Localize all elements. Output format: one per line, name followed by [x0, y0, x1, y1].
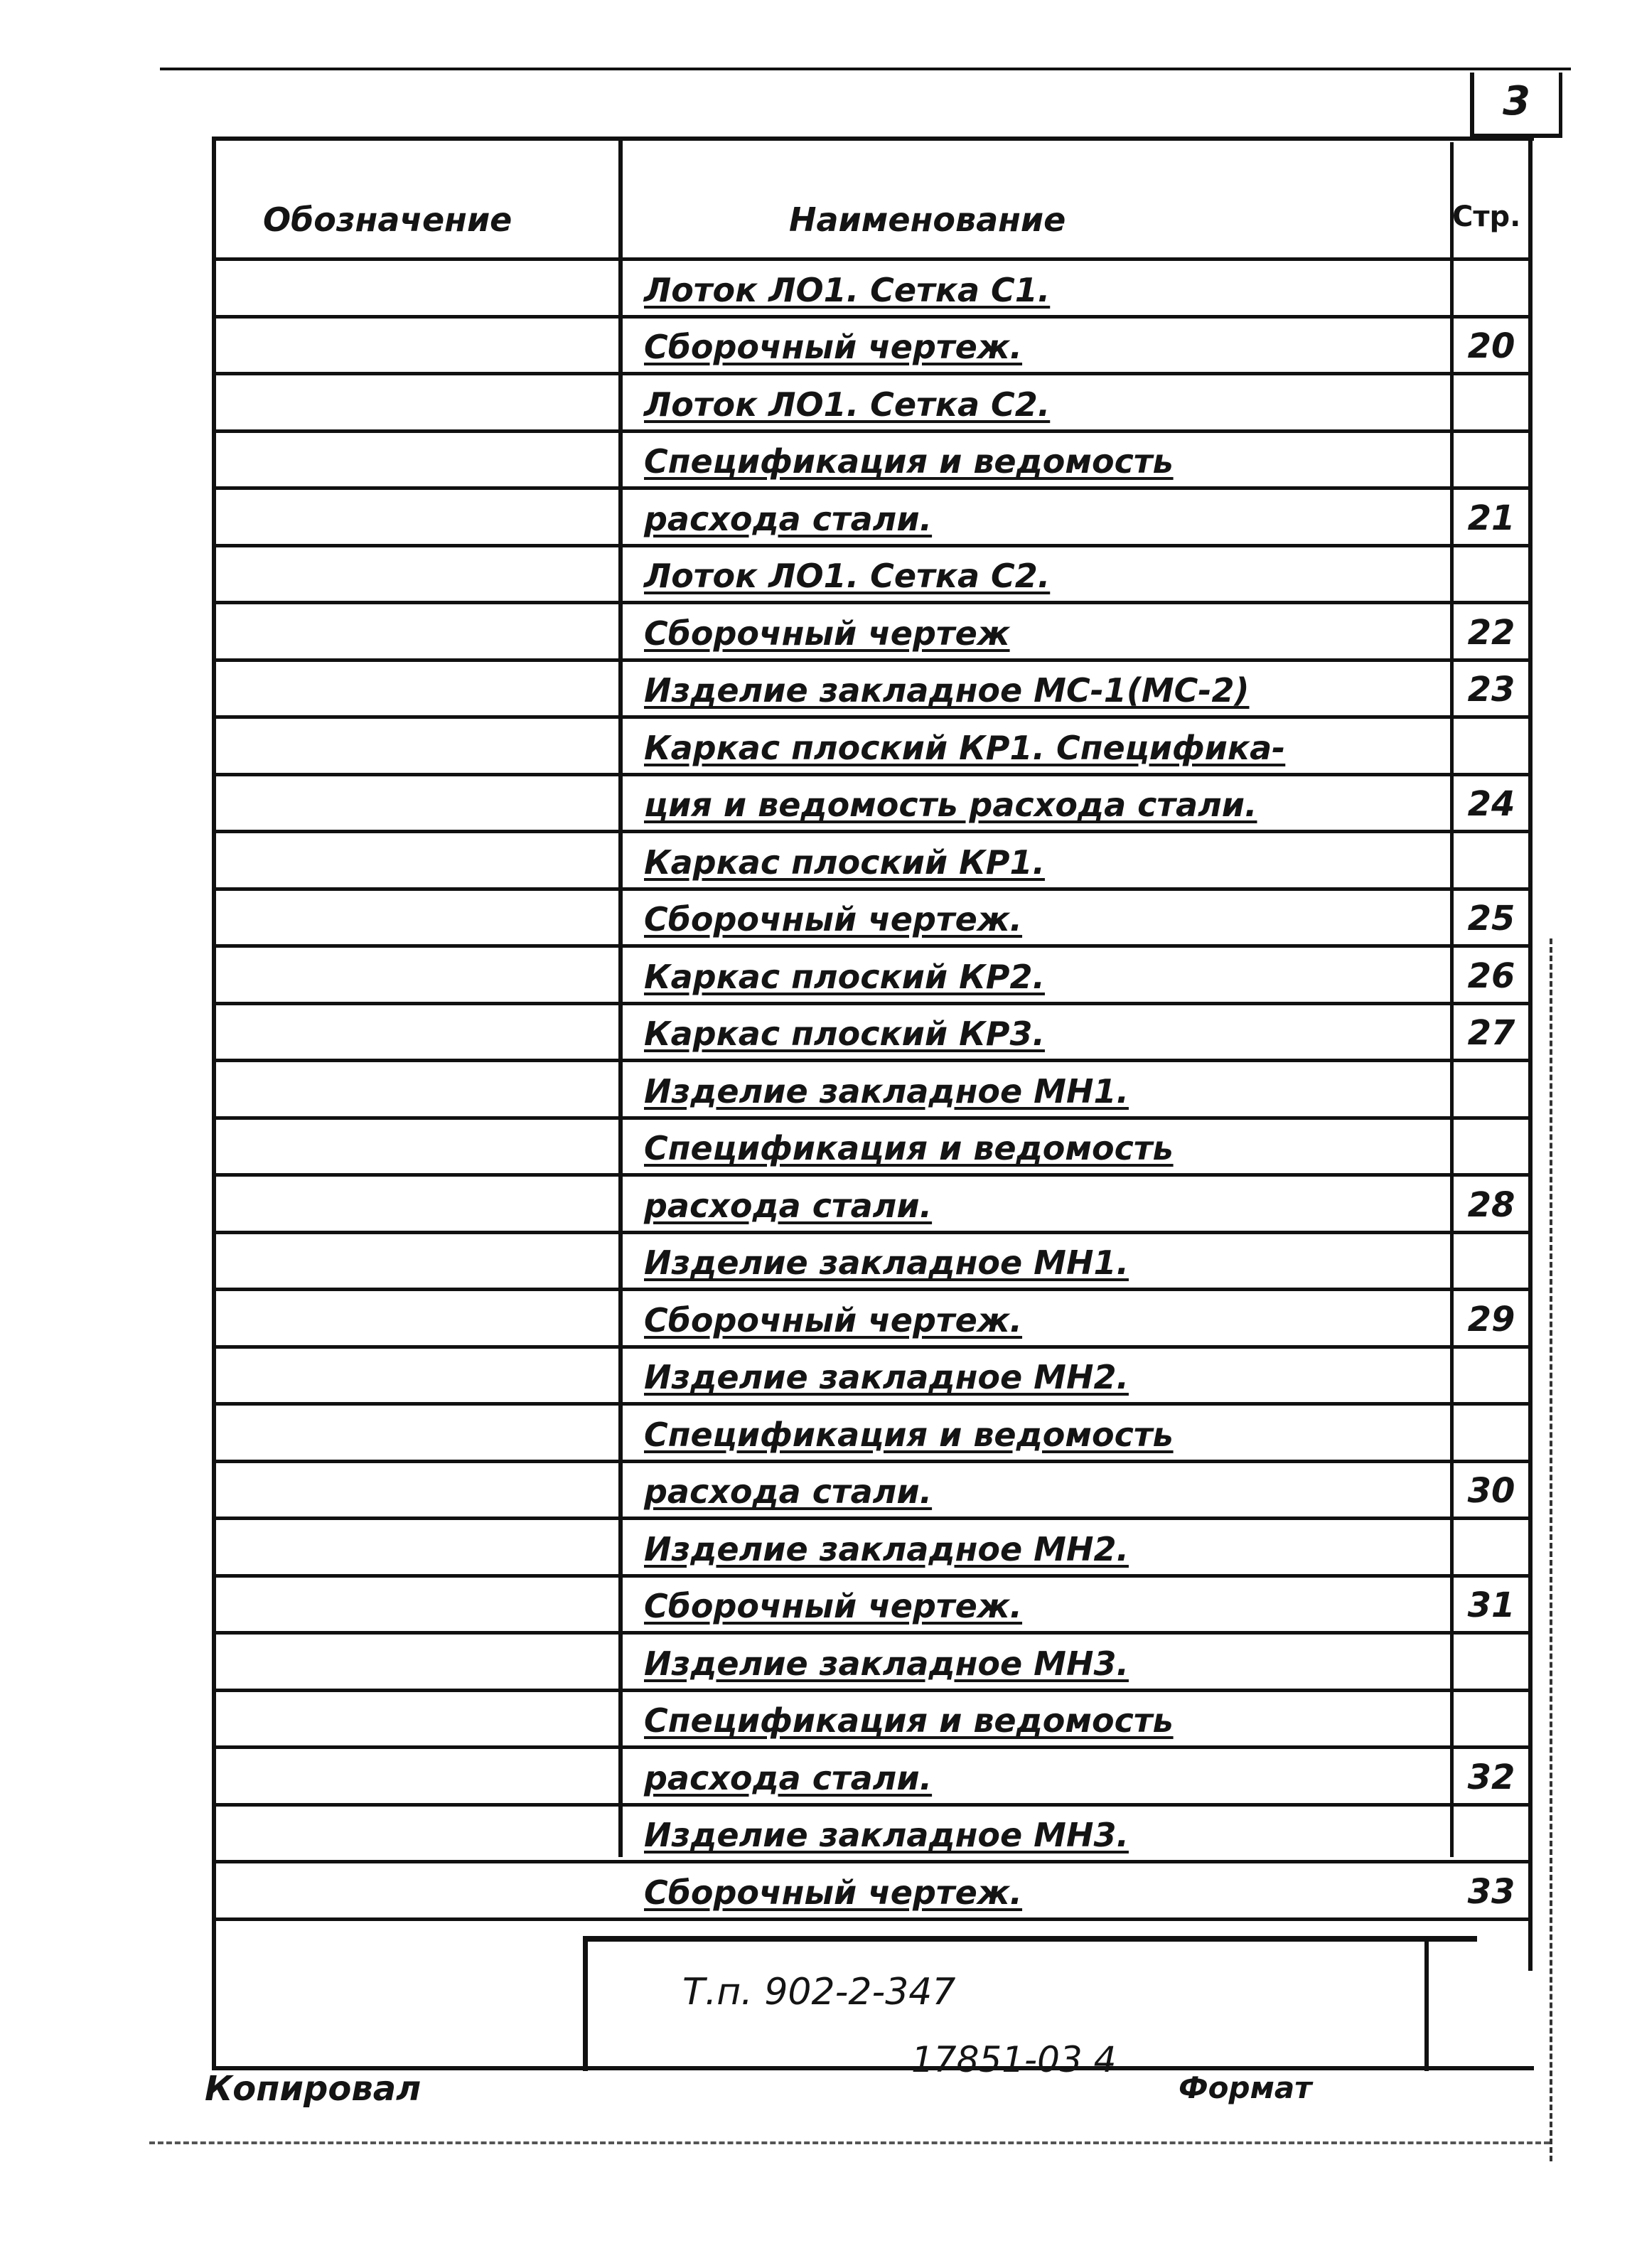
row-name: Лоток ЛО1. Сетка С1. [644, 270, 1051, 309]
page-number-box [1470, 73, 1562, 138]
row-name: Каркас плоский КР1. [644, 843, 1045, 882]
bottom-rule [149, 2141, 1550, 2144]
table-row [216, 490, 1533, 547]
row-page: 28 [1467, 1184, 1515, 1225]
table-row [216, 1234, 1533, 1292]
row-page: 33 [1467, 1871, 1515, 1912]
row-name: расхода стали. [644, 1758, 933, 1797]
table-row [216, 1120, 1533, 1177]
table-row [216, 1807, 1533, 1864]
table-row [216, 604, 1533, 662]
row-name: расхода стали. [644, 1186, 933, 1225]
table-row [216, 261, 1533, 319]
row-name: расхода стали. [644, 1472, 933, 1511]
table-row [216, 1062, 1533, 1120]
title-block-top [583, 1936, 1477, 1942]
table-row [216, 375, 1533, 433]
table-row [216, 948, 1533, 1005]
row-name: Сборочный чертеж. [644, 1587, 1023, 1625]
row-name: Каркас плоский КР2. [644, 957, 1045, 996]
row-name: Сборочный чертеж. [644, 900, 1023, 938]
row-name: Спецификация и ведомость [644, 1701, 1174, 1740]
table-row [216, 1863, 1533, 1921]
table-row [216, 1749, 1533, 1807]
row-name: Сборочный чертеж. [644, 1873, 1023, 1912]
table-row [216, 719, 1533, 776]
order-number: 17851-03 4 [911, 2039, 1117, 2080]
row-name: Лоток ЛО1. Сетка С2. [644, 385, 1051, 424]
cut-line [1550, 938, 1552, 2161]
row-page: 31 [1467, 1585, 1515, 1625]
table-row [216, 1635, 1533, 1692]
table-row [216, 1578, 1533, 1635]
row-name: Сборочный чертеж. [644, 328, 1023, 366]
row-page: 32 [1467, 1757, 1515, 1797]
row-page: 29 [1467, 1299, 1515, 1339]
row-page: 21 [1467, 498, 1515, 538]
row-name: Изделие закладное МН1. [644, 1243, 1129, 1282]
table-row [216, 1692, 1533, 1750]
row-page: 26 [1467, 956, 1515, 996]
table-row [216, 833, 1533, 891]
header-name: Наименование [789, 200, 1066, 239]
table-row [216, 1406, 1533, 1463]
header-designation: Обозначение [263, 200, 512, 239]
row-name: Изделие закладное МН3. [644, 1816, 1129, 1854]
document-code: Т.п. 902-2-347 [682, 1971, 956, 2013]
row-name: Изделие закладное МС-1(МС-2) [644, 671, 1250, 710]
title-block-left [583, 1936, 588, 2071]
table-row [216, 1177, 1533, 1234]
row-name: расхода стали. [644, 499, 933, 538]
row-page: 20 [1467, 326, 1515, 366]
top-rule [160, 68, 1571, 70]
row-page: 30 [1467, 1471, 1515, 1511]
row-name: Изделие закладное МН1. [644, 1071, 1129, 1111]
row-name: Спецификация и ведомость [644, 1415, 1174, 1454]
table-row [216, 1520, 1533, 1578]
table-row [216, 433, 1533, 491]
table-row [216, 891, 1533, 948]
row-page: 24 [1467, 784, 1515, 824]
table-row [216, 319, 1533, 376]
row-page: 27 [1467, 1013, 1515, 1053]
contents-rows [216, 261, 1533, 1921]
table-row [216, 662, 1533, 720]
row-name: Спецификация и ведомость [644, 442, 1174, 481]
page-number: 3 [1503, 78, 1530, 124]
row-page: 23 [1467, 670, 1515, 710]
copied-by-label: Копировал [205, 2069, 422, 2109]
header-page: Стр. [1452, 200, 1521, 233]
table-row [216, 1291, 1533, 1349]
row-page: 22 [1467, 612, 1515, 653]
row-name: Лоток ЛО1. Сетка С2. [644, 557, 1051, 595]
row-name: Сборочный чертеж [644, 614, 1010, 653]
format-label: Формат [1179, 2070, 1312, 2105]
row-name: Сборочный чертеж. [644, 1300, 1023, 1339]
row-name: Изделие закладное МН2. [644, 1529, 1129, 1568]
row-name: Каркас плоский КР1. Специфика- [644, 728, 1286, 767]
row-name: ция и ведомость расхода стали. [644, 786, 1257, 824]
row-page: 25 [1467, 899, 1515, 938]
row-name: Изделие закладное МН3. [644, 1644, 1129, 1683]
table-row [216, 547, 1533, 605]
table-row [216, 776, 1533, 834]
title-block-right [1424, 1936, 1429, 2071]
row-name: Изделие закладное МН2. [644, 1358, 1129, 1396]
table-row [216, 1463, 1533, 1521]
table-row [216, 1349, 1533, 1406]
row-name: Спецификация и ведомость [644, 1129, 1174, 1167]
table-row [216, 1005, 1533, 1063]
row-name: Каркас плоский КР3. [644, 1015, 1045, 1053]
